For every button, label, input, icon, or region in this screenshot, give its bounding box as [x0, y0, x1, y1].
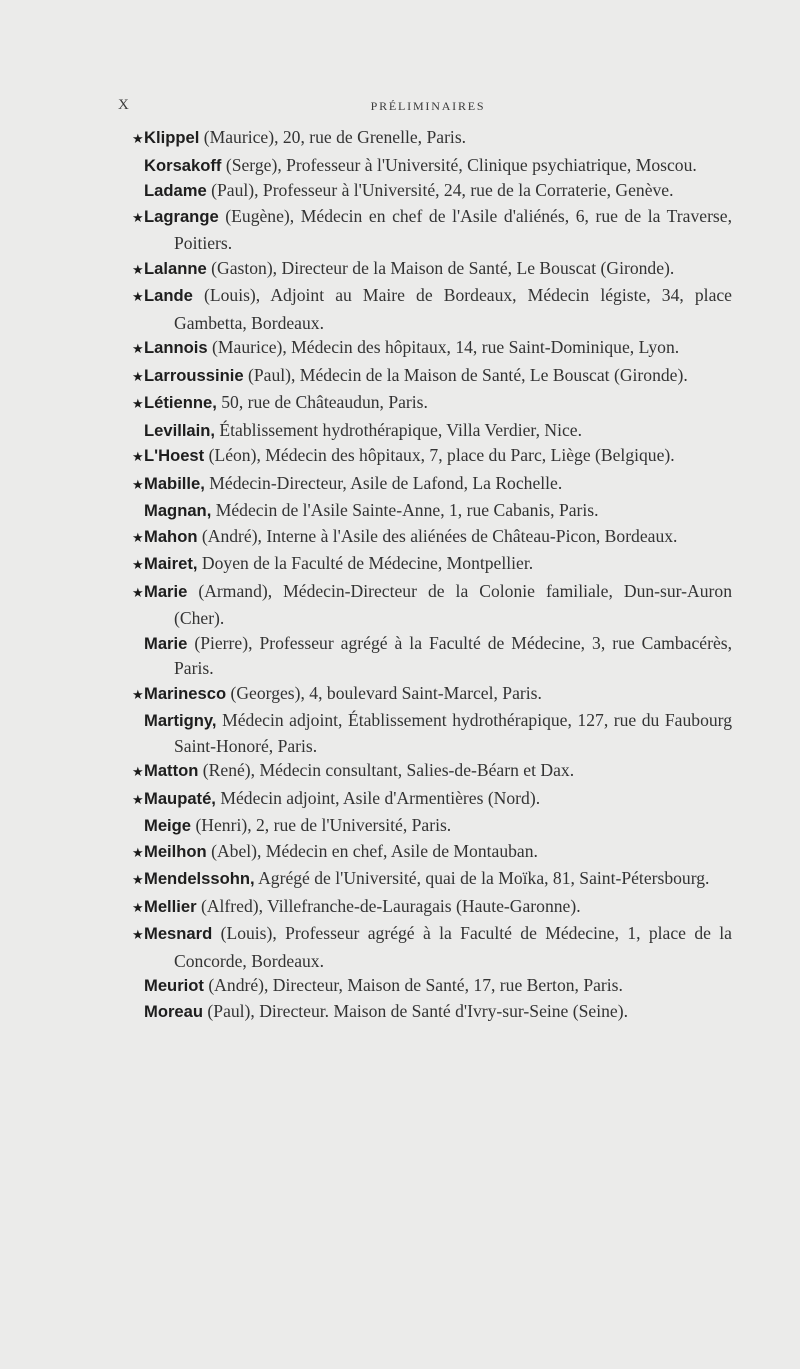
member-detail: (Armand), Médecin-Directeur de la Colonie familiale, Dun-sur-Auron (Cher).: [174, 580, 732, 628]
member-detail: (Louis), Adjoint au Maire de Bordeaux, Médecin légiste, 34, place Gambetta, Bordeaux.: [174, 285, 732, 333]
star-icon: ★: [132, 873, 144, 888]
member-entry: [132, 786, 732, 814]
member-detail: (Alfred), Villefranche-de-Lauragais (Haute-Garonne).: [200, 895, 581, 916]
member-list: [132, 125, 732, 1024]
member-name: Meuriot: [144, 976, 204, 995]
member-name: Moreau: [144, 1001, 204, 1021]
member-entry: [132, 813, 732, 839]
member-detail: (Maurice), Médecin des hôpitaux, 14, rue Saint-Dominique, Lyon.: [212, 337, 680, 357]
star-icon: ★: [132, 262, 144, 278]
member-entry: [132, 681, 732, 709]
member-name: Marie: [144, 633, 188, 653]
member-entry: [132, 973, 732, 999]
member-entry: [132, 708, 732, 758]
member-name: Meilhon: [144, 841, 207, 861]
member-name: Marinesco: [144, 683, 227, 703]
member-detail: (Léon), Médecin des hôpitaux, 7, place du Parc, Liège (Belgique).: [208, 445, 675, 465]
star-icon: ★: [132, 210, 144, 226]
member-entry: [132, 204, 732, 256]
member-detail: (Paul), Professeur à l'Université, 24, rue de la Corraterie, Genève.: [211, 180, 674, 200]
member-detail: (Paul), Médecin de la Maison de Santé, Le Bouscat (Gironde).: [248, 364, 688, 385]
member-entry: [132, 125, 732, 153]
member-entry: [132, 363, 732, 391]
member-entry: [132, 866, 732, 894]
member-name: Mahon: [144, 526, 198, 546]
member-name: Magnan,: [144, 501, 212, 520]
member-name: Ladame: [144, 181, 207, 200]
star-icon: ★: [132, 687, 144, 703]
member-name: Levillain,: [144, 420, 216, 440]
member-entry: [132, 256, 732, 284]
member-detail: Établissement hydrothérapique, Villa Verdier, Nice.: [219, 419, 582, 440]
star-icon: ★: [132, 792, 144, 808]
star-icon: ★: [132, 530, 144, 546]
member-entry: [132, 758, 732, 786]
member-detail: Doyen de la Faculté de Médecine, Montpellier.: [201, 553, 534, 573]
member-detail: (André), Interne à l'Asile des aliénées de Château-Picon, Bordeaux.: [201, 525, 678, 546]
star-icon: ★: [132, 845, 144, 861]
member-detail: 50, rue de Châteaudun, Paris.: [221, 392, 428, 412]
star-icon: ★: [132, 450, 144, 465]
member-name: Lannois: [144, 338, 208, 357]
member-detail: (Gaston), Directeur de la Maison de Santé, Le Bouscat (Gironde).: [211, 257, 675, 278]
member-name: Martigny,: [144, 711, 217, 730]
member-detail: (Paul), Directeur. Maison de Santé d'Ivry-sur-Seine (Seine).: [207, 1000, 628, 1021]
member-detail: (André), Directeur, Maison de Santé, 17, rue Berton, Paris.: [208, 975, 623, 995]
member-entry: [132, 631, 732, 681]
star-icon: ★: [132, 900, 144, 916]
member-name: Mabille,: [144, 473, 205, 493]
member-detail: (René), Médecin consultant, Salies-de-Béarn et Dax.: [202, 760, 575, 780]
star-icon: ★: [132, 342, 144, 357]
member-entry: [132, 178, 732, 204]
member-name: Korsakoff: [144, 155, 222, 175]
star-icon: ★: [132, 558, 144, 573]
star-icon: ★: [132, 397, 144, 412]
member-detail: (Maurice), 20, rue de Grenelle, Paris.: [203, 127, 467, 147]
member-detail: Agrégé de l'Université, quai de la Moïka, 81, Saint-Pétersbourg.: [258, 868, 710, 888]
member-name: Mendelssohn,: [144, 869, 255, 888]
star-icon: ★: [132, 477, 144, 493]
member-name: Létienne,: [144, 393, 217, 412]
member-name: Marie: [144, 581, 188, 601]
page-header: [118, 97, 738, 121]
page-number: X: [118, 97, 130, 113]
member-name: Meige: [144, 816, 192, 835]
member-detail: Médecin de l'Asile Sainte-Anne, 1, rue Cabanis, Paris.: [215, 500, 599, 520]
member-name: Mesnard: [144, 924, 213, 943]
member-entry: [132, 894, 732, 922]
star-icon: ★: [132, 290, 144, 305]
member-entry: [132, 551, 732, 579]
member-entry: [132, 999, 732, 1025]
member-entry: [132, 335, 732, 363]
running-head: PRÉLIMINAIRES: [370, 99, 486, 113]
member-detail: (Georges), 4, boulevard Saint-Marcel, Paris.: [230, 682, 542, 703]
member-entry: [132, 498, 732, 524]
member-detail: (Pierre), Professeur agrégé à la Faculté de Médecine, 3, rue Cambacérès, Paris.: [174, 632, 733, 678]
member-entry: [132, 579, 732, 631]
member-name: Maupaté,: [144, 788, 216, 808]
member-name: Lagrange: [144, 206, 219, 226]
member-entry: [132, 471, 732, 499]
member-entry: [132, 153, 732, 179]
member-detail: Médecin-Directeur, Asile de Lafond, La Rochelle.: [209, 472, 563, 493]
star-icon: ★: [132, 369, 144, 385]
member-detail: (Serge), Professeur à l'Université, Clinique psychiatrique, Moscou.: [225, 154, 697, 175]
star-icon: ★: [132, 585, 144, 601]
member-entry: [132, 283, 732, 335]
member-name: Matton: [144, 761, 199, 780]
member-entry: [132, 443, 732, 471]
member-detail: (Henri), 2, rue de l'Université, Paris.: [195, 815, 452, 835]
member-name: Mairet,: [144, 554, 198, 573]
member-entry: [132, 418, 732, 444]
star-icon: ★: [132, 132, 144, 147]
member-name: Mellier: [144, 896, 197, 916]
member-detail: Médecin adjoint, Asile d'Armentières (Nord).: [220, 787, 541, 808]
member-name: Lalanne: [144, 258, 207, 278]
star-icon: ★: [132, 928, 144, 943]
member-entry: [132, 921, 732, 973]
member-name: Klippel: [144, 128, 200, 147]
member-entry: [132, 390, 732, 418]
member-name: Larroussinie: [144, 365, 244, 385]
member-name: L'Hoest: [144, 446, 205, 465]
member-detail: (Eugène), Médecin en chef de l'Asile d'aliénés, 6, rue de la Traverse, Poitiers.: [174, 205, 732, 253]
member-detail: Médecin adjoint, Établissement hydrothérapique, 127, rue du Faubourg Saint-Honoré, Paris.: [174, 710, 732, 756]
member-entry: [132, 839, 732, 867]
member-entry: [132, 524, 732, 552]
member-name: Lande: [144, 286, 193, 305]
member-detail: (Abel), Médecin en chef, Asile de Montauban.: [211, 840, 538, 861]
star-icon: ★: [132, 765, 144, 780]
member-detail: (Louis), Professeur agrégé à la Faculté de Médecine, 1, place de la Concorde, Bordeaux.: [174, 923, 732, 971]
